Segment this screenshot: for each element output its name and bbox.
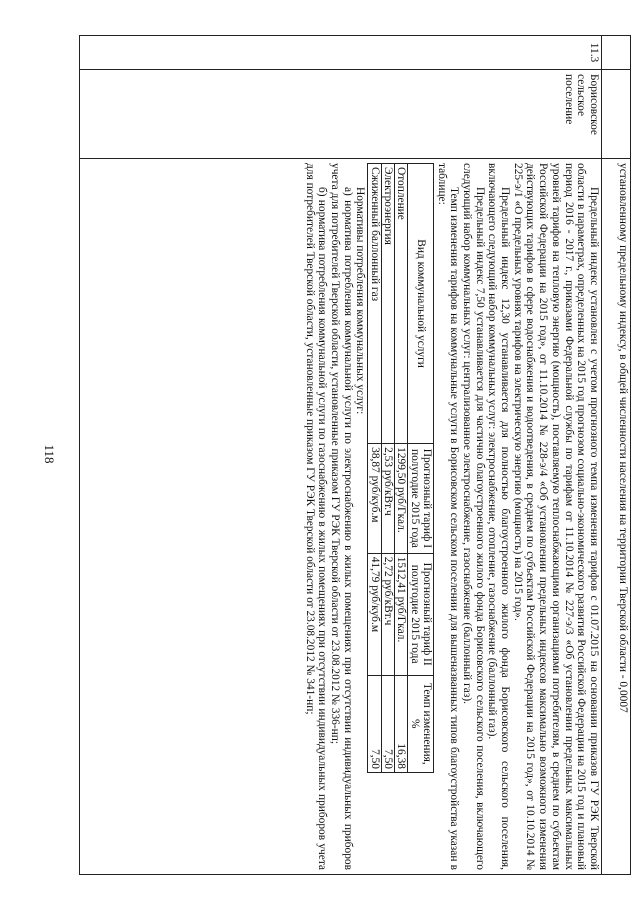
table-row — [602, 36, 631, 875]
norm-gas: б) норматива потребления коммунальной услуги по газоснабжению в жилых помещениях при отсутствии индивидуальных приборов учета для потребителей Тверской области, установленные приказом ГУ РЭК Тверской области от 23.08.2012 № 341-нп; — [303, 163, 329, 870]
tariff-h2: 41,79 руб/куб.м — [368, 553, 381, 675]
paragraph-index-partial: Предельный индекс 7,50 устанавливается для частично благоустроенного жилого фонда Борисовского сельского поселения, включающего следующий набор коммунальных услуг: централизованное электроснабжение, газоснабжение (баллонный газ). — [460, 163, 486, 870]
settlements-table — [79, 35, 631, 875]
row-description-cell — [80, 159, 602, 875]
prev-row-number-cell — [602, 36, 631, 70]
prev-row-settlement-cell — [602, 70, 631, 159]
service-name: Сжиженный баллонный газ — [368, 164, 381, 444]
tariff-h2: 1512,41 руб/Гкал. — [394, 553, 407, 675]
table-row — [80, 36, 602, 875]
header-tariff-h2: Прогнозный тариф II полугодие 2015 года — [408, 553, 434, 675]
tariff-row — [381, 164, 394, 773]
tariff-header-row — [408, 164, 434, 773]
header-change-rate: Темп изменения, % — [408, 675, 434, 772]
norms-title: Нормативы потребления коммунальных услуг: — [354, 187, 367, 415]
paragraph-basis: Предельный индекс установлен с учетом прогнозного темпа изменения тарифов с 01.07.2015 на основании приказов ГУ РЭК Тверской области в параметрах, определенных на 2015 год прогнозом социально-экономического развития Российской Федерации на 2015 год и плановый период 2016 - 2017 г., приказами Федеральной службы по тарифам от 11.10.2014 № 227-э/3 «Об установлении предельных максимальных уровней тарифов на тепловую энергию (мощность), поставляемую теплоснабжающими организациями потребителям, в среднем по субъектам Российской Федерации на 2015 год», от 11.10.2014 № 228-э/4 «Об установлении предельных индексов максимально возможного изменения действующих тарифов в сфере водоснабжения и водоотведения, в среднем по субъектам Российской Федерации на 2015 год», от 10.10.2014 № 225-э/1 «О предельных уровнях тарифов на электрическую энергию (мощность) на 2015 год». — [511, 163, 600, 870]
header-tariff-h1: Прогнозный тариф I полугодие 2015 года — [408, 444, 434, 554]
tariff-row — [368, 164, 381, 773]
norm-electricity: а) норматива потребления коммунальной услуги по электроснабжению в жилых помещениях при отсутствии индивидуальных приборов учета для потребителей Тверской области, установленные приказом ГУ РЭК Тверской области от 23.08.2012 № 336-нп; — [328, 163, 354, 870]
service-name: Отопление — [394, 164, 407, 444]
change-rate: 7,50 — [381, 675, 394, 772]
paragraph-table-intro: Темп изменения тарифов на коммунальные услуги в Борисовском сельском поселении для вышеназванных типов благоустройства указан в таблице: — [435, 163, 461, 870]
change-rate: 16,38 — [394, 675, 407, 772]
settlement-name: Борисовское сельское поселение — [80, 70, 602, 159]
tariff-h2: 2,72 руб/кВт.ч — [381, 553, 394, 675]
prev-row-text-cell — [602, 159, 631, 875]
change-rate: 7,50 — [368, 675, 381, 772]
row-number: 11.3 — [80, 36, 602, 70]
prev-row-text: установленному предельному индексу, в общей численности населения на территории Тверской области - 0,0007 — [617, 163, 629, 713]
service-name: Электроэнергия — [381, 164, 394, 444]
page-number: 118 — [42, 444, 57, 464]
rotated-page-content — [79, 35, 631, 875]
tariff-h1: 1299,50 руб/Гкал. — [394, 444, 407, 554]
tariff-table — [367, 163, 433, 773]
tariff-h1: 38,87 руб/куб.м — [368, 444, 381, 554]
tariff-row — [394, 164, 407, 773]
tariff-h1: 2,53 руб/кВт.ч — [381, 444, 394, 554]
paragraph-index-full: Предельный индекс 12,30 устанавливается для полностью благоустроенного жилого фонда Борисовского сельского поселения, включающего следующий набор коммунальных услуг: электроснабжение, отопление, газоснабжение (баллонный газ). — [486, 163, 512, 870]
header-service: Вид коммунальной услуги — [408, 164, 434, 444]
